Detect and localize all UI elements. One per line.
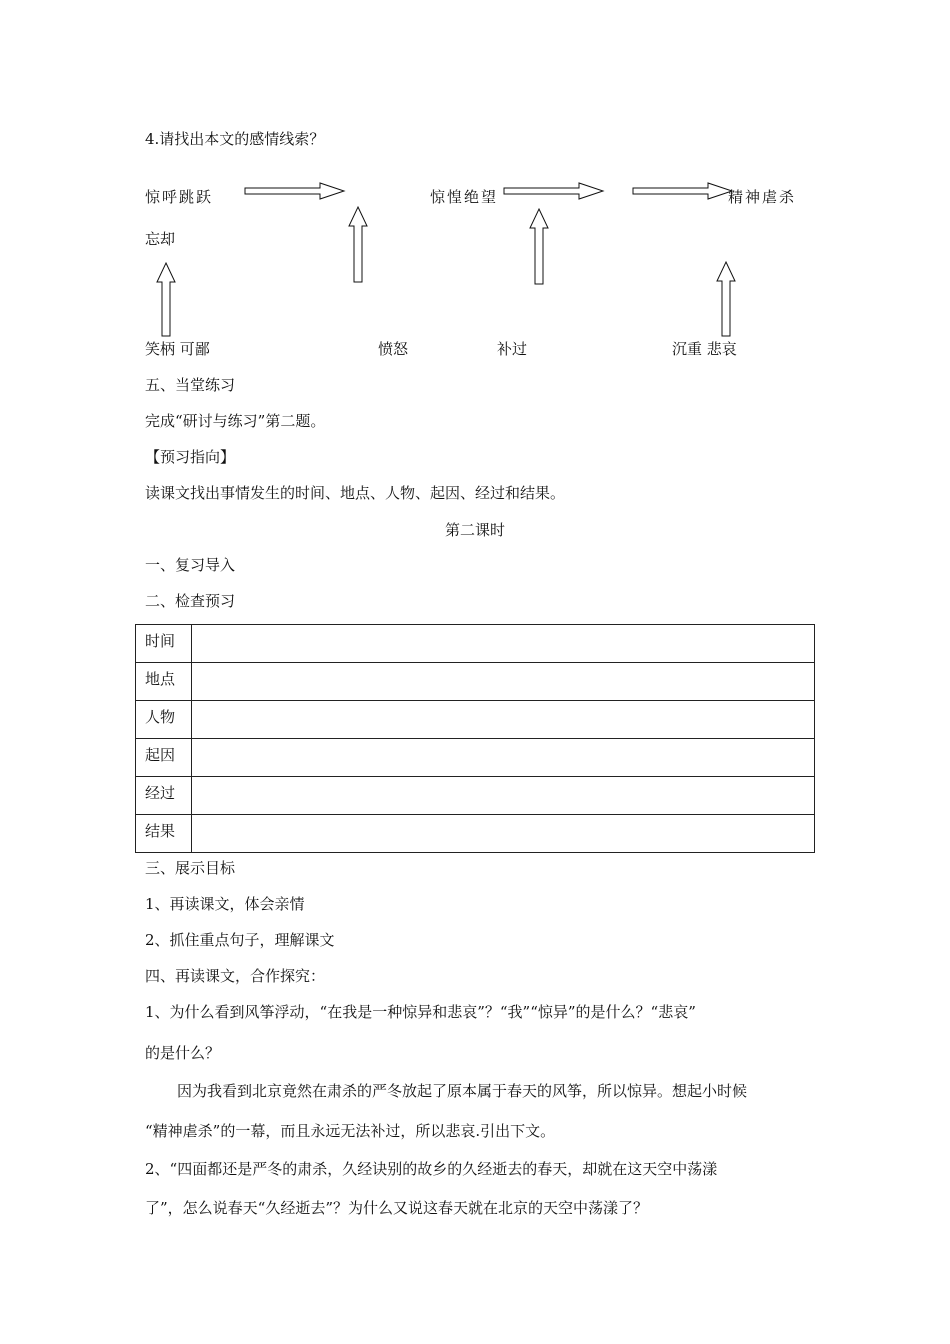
table-row-label: 时间 <box>136 625 192 663</box>
up-arrow-icon <box>347 206 369 284</box>
section-5-heading: 五、当堂练习 <box>145 376 236 394</box>
goal-2: 2、抓住重点句子，理解课文 <box>145 931 335 949</box>
table-row-label: 结果 <box>136 815 192 853</box>
table-row-label: 起因 <box>136 739 192 777</box>
table-row <box>136 777 815 815</box>
emotion-node-forget: 忘却 <box>145 230 176 248</box>
answer-1-line-1: 因为我看到北京竟然在肃杀的严冬放起了原本属于春天的风筝，所以惊异。想起小时候 <box>177 1082 748 1100</box>
emotion-node-atone: 补过 <box>497 340 528 358</box>
emotion-node-ridicule: 笑柄 可鄙 <box>145 340 210 358</box>
lesson-2-section-1: 一、复习导入 <box>145 556 236 574</box>
table-answer-cell[interactable] <box>192 625 815 663</box>
lesson-2-section-4: 四、再读课文，合作探究： <box>145 967 326 985</box>
table-row <box>136 701 815 739</box>
up-arrow-icon <box>155 262 177 338</box>
right-arrow-icon <box>632 182 734 200</box>
lesson-2-title: 第二课时 <box>444 521 505 539</box>
preview-text: 读课文找出事情发生的时间、地点、人物、起因、经过和结果。 <box>145 484 566 502</box>
preview-check-table <box>135 624 815 853</box>
lesson-2-section-3: 三、展示目标 <box>145 859 236 877</box>
table-row <box>136 815 815 853</box>
table-answer-cell[interactable] <box>192 701 815 739</box>
question-1-line-2: 的是什么？ <box>145 1044 221 1062</box>
emotion-node-despair: 惊惶绝望 <box>430 188 499 206</box>
table-answer-cell[interactable] <box>192 739 815 777</box>
table-row <box>136 739 815 777</box>
emotion-node-anger: 愤怒 <box>378 340 409 358</box>
question-4-title: 4.请找出本文的感情线索？ <box>145 130 325 148</box>
emotion-node-joy: 惊呼跳跃 <box>145 188 214 206</box>
table-row-label: 经过 <box>136 777 192 815</box>
question-1-line-1: 1、为什么看到风筝浮动，“在我是一种惊异和悲哀”？“我”“惊异”的是什么？“悲哀” <box>145 1003 696 1021</box>
table-row-label: 人物 <box>136 701 192 739</box>
table-row-label: 地点 <box>136 663 192 701</box>
table-answer-cell[interactable] <box>192 663 815 701</box>
emotion-node-abuse: 精神虐杀 <box>728 188 797 206</box>
question-2-line-1: 2、“四面都还是严冬的肃杀，久经诀别的故乡的久经逝去的春天，却就在这天空中荡漾 <box>145 1160 718 1178</box>
right-arrow-icon <box>503 182 605 200</box>
section-5-task: 完成“研讨与练习”第二题。 <box>145 412 326 430</box>
emotion-node-sorrow: 沉重 悲哀 <box>672 340 737 358</box>
question-2-line-2: 了”，怎么说春天“久经逝去”？为什么又说这春天就在北京的天空中荡漾了？ <box>145 1199 649 1217</box>
table-row <box>136 625 815 663</box>
up-arrow-icon <box>715 261 737 338</box>
right-arrow-icon <box>244 182 346 200</box>
preview-heading: 【预习指向】 <box>145 448 236 466</box>
table-row <box>136 663 815 701</box>
goal-1: 1、再读课文，体会亲情 <box>145 895 305 913</box>
table-answer-cell[interactable] <box>192 777 815 815</box>
up-arrow-icon <box>528 208 550 286</box>
table-answer-cell[interactable] <box>192 815 815 853</box>
answer-1-line-2: “精神虐杀”的一幕，而且永远无法补过，所以悲哀.引出下文。 <box>145 1122 556 1140</box>
lesson-2-section-2: 二、检查预习 <box>145 592 236 610</box>
